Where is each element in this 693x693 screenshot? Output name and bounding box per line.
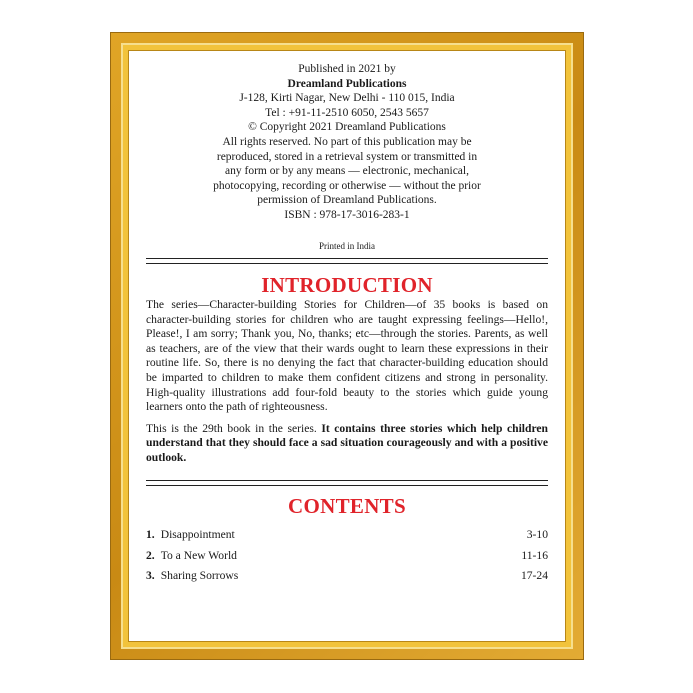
intro-plain-text: This is the 29th book in the series.: [146, 421, 322, 435]
divider: [146, 480, 548, 486]
copyright-line: © Copyright 2021 Dreamland Publications: [248, 121, 446, 134]
item-number: 2.: [146, 548, 155, 562]
item-title: To a New World: [160, 548, 237, 562]
introduction-heading: INTRODUCTION: [261, 273, 433, 297]
contents-heading: CONTENTS: [288, 494, 406, 518]
publisher-name: Dreamland Publications: [287, 77, 407, 90]
introduction-paragraph: [146, 422, 548, 466]
introduction-text: [146, 298, 548, 473]
rights-line: any form or by any means — electronic, mechanical,: [225, 165, 469, 178]
rights-line: All rights reserved. No part of this publication may be: [222, 135, 472, 148]
item-title: Sharing Sorrows: [160, 569, 239, 582]
item-pages: 11-16: [521, 548, 548, 562]
contents-item: [146, 569, 548, 590]
item-pages: 17-24: [520, 569, 548, 582]
printed-in-line: Printed in India: [319, 240, 375, 251]
rights-line: reproduced, stored in a retrieval system or transmitted in: [216, 150, 478, 163]
rights-line: photocopying, recording or otherwise — without the prior: [213, 179, 481, 192]
isbn-line: ISBN : 978-17-3016-283-1: [284, 208, 410, 221]
rights-line: permission of Dreamland Publications.: [257, 194, 437, 207]
published-line: Published in 2021 by: [298, 63, 396, 75]
contents-item: [146, 528, 548, 549]
publisher-tel: Tel : +91-11-2510 6050, 2543 5657: [265, 106, 429, 119]
item-number: 3.: [146, 569, 155, 582]
contents-item: [146, 549, 548, 570]
item-title: Disappointment: [160, 528, 235, 541]
introduction-paragraph: The series—Character-building Stories for Children—of 35 books is based on character-building stories for children who are taught expressing feelings—Hello!, Please!, I am sorry; Thank you, No, thanks; etc—through the stories. Parents, as well as teachers, are of the view that their wards ought to learn these expressions in their routine life. So, there is no denying the fact that character-building education should be imparted to children to make them confident citizens and strong in personality. High-quality illustrations add four-fold beauty to the stories which guide young learners onto the path of righteousness.: [146, 298, 548, 414]
imprint-block: [146, 62, 548, 251]
item-number: 1.: [146, 528, 155, 541]
publisher-address: J-128, Kirti Nagar, New Delhi - 110 015, India: [239, 92, 455, 105]
contents-list: [146, 528, 548, 590]
divider: [146, 258, 548, 264]
intro-bold-text: It contains three stories which help children understand that they should face a sad situation courageously and with a positive outlook.: [146, 421, 548, 464]
item-pages: 3-10: [526, 528, 548, 541]
